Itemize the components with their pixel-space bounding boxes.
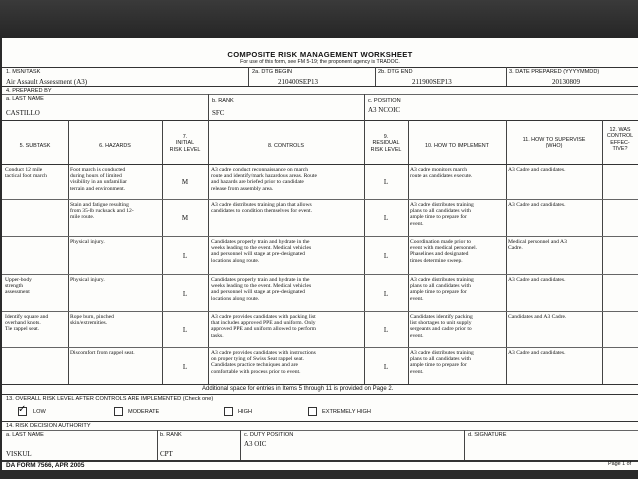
row-1-implement[interactable]: A3 cadre monitors march route as candidates execute. — [410, 167, 473, 180]
row-6-controls[interactable]: A3 cadre provides candidates with instructions on proper tying of Swiss Seat rappel seat. Candidates practice techniques and are comfortable with process prior to event. — [211, 350, 316, 375]
duty-position-value[interactable]: A3 OIC — [244, 440, 267, 448]
row-3-implement[interactable]: Coordination made prior to event with medical personnel. Phaselines and designated times determine sweep. — [410, 239, 478, 264]
row-6-hazard[interactable]: Discomfort from rappel seat. — [70, 350, 135, 356]
form-title: COMPOSITE RISK MANAGEMENT WORKSHEET — [227, 50, 413, 59]
risk-authority-label: 14. RISK DECISION AUTHORITY — [6, 423, 91, 429]
row-3-hazard[interactable]: Physical injury. — [70, 239, 105, 245]
row-2-residual-risk[interactable]: L — [383, 214, 389, 222]
row-3-supervise[interactable]: Medical personnel and A3 Cadre. — [508, 239, 567, 252]
high-option-label: HIGH — [238, 409, 252, 415]
moderate-checkbox[interactable] — [114, 407, 123, 416]
authority-last-name-value[interactable]: VISKUL — [6, 450, 32, 458]
row-4-initial-risk[interactable]: L — [182, 290, 188, 298]
dtg-begin-label: 2a. DTG BEGIN — [252, 69, 293, 75]
duty-position-label: c. DUTY POSITION — [244, 432, 294, 438]
row-5-initial-risk[interactable]: L — [182, 326, 188, 334]
row-2-supervise[interactable]: A3 Cadre and candidates. — [508, 202, 566, 208]
header-top-line — [2, 67, 638, 68]
col-hazards-header: 6. HAZARDS — [99, 143, 131, 149]
date-prepared-value[interactable]: 20130809 — [552, 78, 580, 86]
row-5-controls[interactable]: A3 cadre provides candidates with packing list that includes approved PPE and uniform. Only approved PPE and uniform allowed to perform tasks. — [211, 314, 317, 339]
row-5-supervise[interactable]: Candidates and A3 Cadre. — [508, 314, 567, 320]
signature-label: d. SIGNATURE — [468, 432, 507, 438]
high-checkbox[interactable] — [224, 407, 233, 416]
form-number: DA FORM 7566, APR 2005 — [6, 462, 85, 469]
row-5-implement[interactable]: Candidates identify packing list shortages to unit supply sergeants and cadre prior to event. — [410, 314, 473, 339]
row-2-hazard[interactable]: Stain and fatigue resulting from 35-lb rucksack and 12- mile route. — [70, 202, 134, 221]
date-prepared-label: 3. DATE PREPARED (YYYYMMDD) — [509, 69, 600, 75]
authority-rank-label: b. RANK — [160, 432, 182, 438]
row-4-subtask[interactable]: Upper-body strength assessment — [5, 277, 32, 296]
position-label: c. POSITION — [368, 98, 401, 104]
col-residual-risk-header: 9. RESIDUAL RISK LEVEL — [370, 134, 402, 153]
row-2-controls[interactable]: A3 cadre distributes training plan that allows candidates to condition themselves for event. — [211, 202, 312, 215]
row-4-implement[interactable]: A3 cadre distributes training plans to all candidates with ample time to prepare for event. — [410, 277, 474, 302]
low-option-label: LOW — [33, 409, 46, 415]
dtg-begin-value[interactable]: 210400SEP13 — [278, 78, 319, 86]
last-name-label: a. LAST NAME — [6, 96, 44, 102]
row-6-implement[interactable]: A3 cadre distributes training plans to all candidates with ample time to prepare for event. — [410, 350, 474, 375]
col-initial-risk-header: 7. INITIAL RISK LEVEL — [169, 134, 201, 153]
row-3-initial-risk[interactable]: L — [182, 252, 188, 260]
extremely-high-option-label: EXTREMELY HIGH — [322, 409, 371, 415]
prepared-by-label: 4. PREPARED BY — [6, 88, 52, 94]
row-3-controls[interactable]: Candidates properly train and hydrate in the weeks leading to the event. Medical vehicles and personnel will stage at pre-designated locations along route. — [211, 239, 312, 264]
row-4-supervise[interactable]: A3 Cadre and candidates. — [508, 277, 566, 283]
col-supervise-header: 11. HOW TO SUPERVISE (WHO) — [522, 137, 586, 150]
risk-worksheet-form — [2, 38, 638, 470]
row-6-residual-risk[interactable]: L — [383, 363, 389, 371]
row-1-subtask[interactable]: Conduct 12 mile tactical foot march — [5, 167, 47, 180]
row-1-initial-risk[interactable]: M — [181, 178, 189, 186]
check-mark-icon: ✓ — [18, 404, 27, 415]
col-subtask-header: 5. SUBTASK — [19, 143, 51, 149]
row-6-supervise[interactable]: A3 Cadre and candidates. — [508, 350, 566, 356]
authority-rank-value[interactable]: CPT — [160, 450, 173, 458]
msn-value[interactable]: Air Assault Assessment (A3) — [6, 78, 88, 86]
row-6-initial-risk[interactable]: L — [182, 363, 188, 371]
dtg-end-value[interactable]: 211900SEP13 — [412, 78, 452, 86]
row-4-controls[interactable]: Candidates properly train and hydrate in the weeks leading to the event. Medical vehicles and personnel will stage at pre-designated locations along route. — [211, 277, 312, 302]
col-effective-header: 12. WAS CONTROL EFFEC- TIVE? — [606, 127, 634, 153]
position-value[interactable]: A3 NCOIC — [368, 106, 401, 114]
additional-space-note: Additional space for entries in Items 5 through 11 is provided on Page 2. — [202, 386, 394, 392]
form-subtitle: For use of this form, see FM 5-19; the proponent agency is TRADOC. — [240, 59, 400, 65]
row-1-supervise[interactable]: A3 Cadre and candidates. — [508, 167, 566, 173]
row-2-implement[interactable]: A3 cadre distributes training plans to all candidates with ample time to prepare for event. — [410, 202, 474, 227]
row-3-residual-risk[interactable]: L — [383, 252, 389, 260]
overall-risk-label: 13. OVERALL RISK LEVEL AFTER CONTROLS ARE IMPLEMENTED (Check one) — [6, 396, 214, 402]
page-number: Page 1 of — [608, 461, 632, 467]
row-1-controls[interactable]: A3 cadre conduct reconnaissance on march route and identify/mark hazardous areas. Route and hazards are briefed prior to candidate release from assembly area. — [211, 167, 317, 192]
authority-last-name-label: a. LAST NAME — [6, 432, 44, 438]
col-controls-header: 8. CONTROLS — [268, 143, 304, 149]
row-5-residual-risk[interactable]: L — [383, 326, 389, 334]
rank-value[interactable]: SFC — [212, 109, 225, 117]
dark-top-band — [0, 0, 638, 38]
dtg-end-label: 2b. DTG END — [378, 69, 413, 75]
last-name-value[interactable]: CASTILLO — [6, 109, 40, 117]
extremely-high-checkbox[interactable] — [308, 407, 317, 416]
row-1-hazard[interactable]: Foot march is conducted during hours of limited visibility in an unfamiliar terrain and environment. — [70, 167, 128, 192]
row-2-initial-risk[interactable]: M — [181, 214, 189, 222]
msn-label: 1. MSN/TASK — [6, 69, 41, 75]
dark-bottom-band — [0, 470, 638, 479]
row-5-subtask[interactable]: Identify square and overhand knots. Tie rappel seat. — [5, 314, 49, 333]
row-4-residual-risk[interactable]: L — [383, 290, 389, 298]
row-4-hazard[interactable]: Physical injury. — [70, 277, 105, 283]
col-implement-header: 10. HOW TO IMPLEMENT — [425, 143, 489, 149]
row-5-hazard[interactable]: Rope burn, pinched skin/extremities. — [70, 314, 114, 327]
row-1-residual-risk[interactable]: L — [383, 178, 389, 186]
rank-label: b. RANK — [212, 98, 234, 104]
moderate-option-label: MODERATE — [128, 409, 160, 415]
